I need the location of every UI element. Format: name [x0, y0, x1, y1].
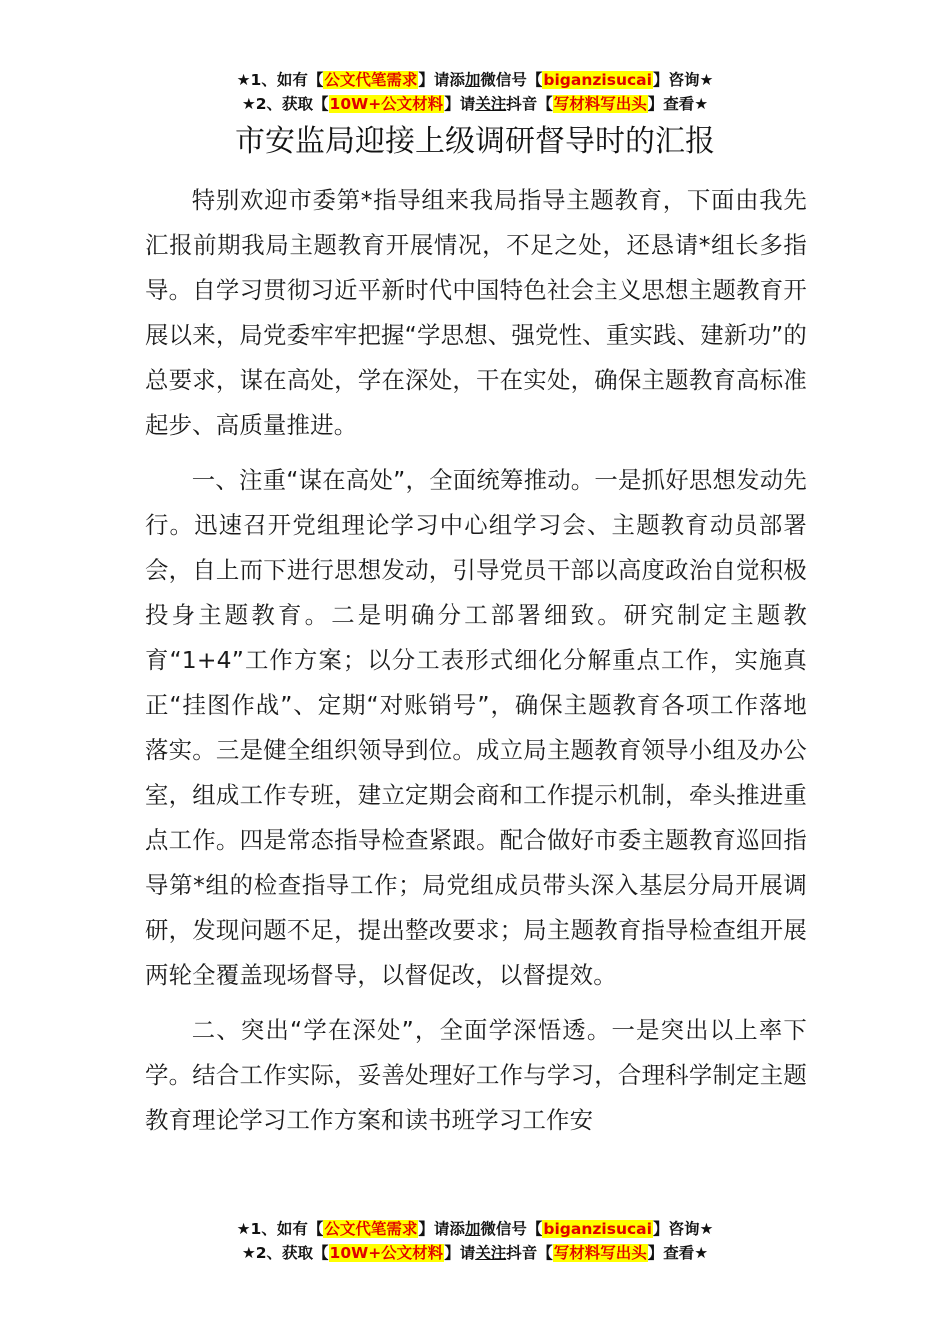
- promo-highlight: 10W+公文材料: [329, 95, 444, 113]
- promo-highlight: 写材料写出头: [553, 1244, 647, 1262]
- paragraph-section-2: 二、突出“学在深处”，全面学深悟透。一是突出以上率下学。结合工作实际，妥善处理好工作与学习，合理科学制定主题教育理论学习工作方案和读书班学习工作安: [145, 1016, 807, 1134]
- header-promo-banner: [0, 68, 950, 116]
- promo-highlight: 公文代笔需求: [324, 1220, 418, 1238]
- promo-line-1: ★1、如有【公文代笔需求】请添加微信号【biganzisucai】咨询★: [236, 1220, 714, 1238]
- paragraph-section-1: 一、注重“谋在高处”，全面统筹推动。一是抓好思想发动先行。迅速召开党组理论学习中心组学习会、主题教育动员部署会，自上而下进行思想发动，引导党员干部以高度政治自觉积极投身主题教育。二是明确分工部署细致。研究制定主题教育“1+4”工作方案；以分工表形式细化分解重点工作，实施真正“挂图作战”、定期“对账销号”，确保主题教育各项工作落地落实。三是健全组织领导到位。成立局主题教育领导小组及办公室，组成工作专班，建立定期会商和工作提示机制，牵头推进重点工作。四是常态指导检查紧跟。配合做好市委主题教育巡回指导第*组的检查指导工作；局党组成员带头深入基层分局开展调研，发现问题不足，提出整改要求；局主题教育指导检查组开展两轮全覆盖现场督导，以督促改，以督提效。: [145, 466, 807, 989]
- promo-highlight: 10W+公文材料: [329, 1244, 444, 1262]
- promo-highlight: biganzisucai: [543, 1220, 652, 1238]
- promo-highlight: 公文代笔需求: [324, 71, 418, 89]
- promo-line-2: ★2、获取【10W+公文材料】请关注抖音【写材料写出头】查看★: [241, 95, 709, 113]
- paragraph-intro: 特别欢迎市委第*指导组来我局指导主题教育，下面由我先汇报前期我局主题教育开展情况，不足之处，还恳请*组长多指导。自学习贯彻习近平新时代中国特色社会主义思想主题教育开展以来，局党委牢牢把握“学思想、强党性、重实践、建新功”的总要求，谋在高处，学在深处，干在实处，确保主题教育高标准起步、高质量推进。: [145, 186, 807, 439]
- promo-line-1: ★1、如有【公文代笔需求】请添加微信号【biganzisucai】咨询★: [236, 71, 714, 89]
- promo-highlight: 写材料写出头: [553, 95, 647, 113]
- promo-line-2: ★2、获取【10W+公文材料】请关注抖音【写材料写出头】查看★: [241, 1244, 709, 1262]
- promo-highlight: biganzisucai: [543, 71, 652, 89]
- footer-promo-banner: [0, 1217, 950, 1265]
- document-body: [145, 178, 807, 1153]
- document-title: 市安监局迎接上级调研督导时的汇报: [235, 124, 715, 159]
